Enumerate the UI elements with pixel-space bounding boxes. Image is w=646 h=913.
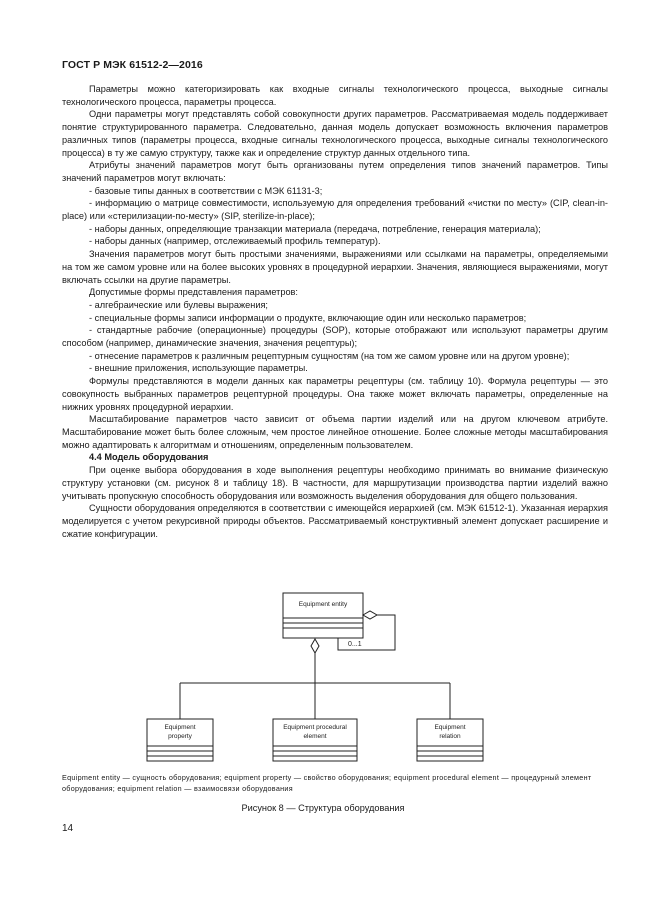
- list-item: - информацию о матрице совместимости, используемую для определения требований «чистки по месту» (CIP, clean-in-place) или «стерилизации-по-месту» (SIP, sterilize-in-place);: [62, 198, 608, 222]
- equipment-structure-figure: [140, 588, 520, 763]
- paragraph: Формулы представляются в модели данных как параметры рецептуры (см. таблицу 10). Формула рецептуры — это совокупность выбранных параметров рецептурной процедуры. Она также может включать параметры, определенные на нижних уровнях процедурной иерархии.: [62, 376, 608, 412]
- entity-class-label: Equipment entity: [298, 601, 348, 608]
- list-item: - алгебраические или булевы выражения;: [89, 299, 268, 310]
- list-item: - наборы данных (например, отслеживаемый профиль температур).: [89, 236, 381, 247]
- self-aggregation-diamond: [363, 611, 377, 619]
- multiplicity-label: 0...1: [348, 641, 362, 648]
- list-item: - внешние приложения, использующие параметры.: [89, 363, 308, 374]
- list-item: - отнесение параметров к различным рецептурным сущностям (на том же самом уровне или на другом уровне);: [89, 350, 570, 361]
- child-label-procedural-2: element: [303, 733, 327, 740]
- figure-caption: Рисунок 8 — Структура оборудования: [241, 803, 405, 813]
- entity-class-box: [283, 593, 363, 638]
- children-aggregation-diamond: [311, 639, 319, 653]
- paragraph: Атрибуты значений параметров могут быть организованы путем определения типов значений параметров. Типы значений параметров могут включать:: [62, 160, 608, 183]
- paragraph: Допустимые формы представления параметров:: [89, 287, 298, 298]
- list-item: - стандартные рабочие (операционные) процедуры (SOP), которые отображают или используют параметры другим способом (например, динамические значения, значения рецептуры);: [62, 325, 608, 349]
- list-item: - наборы данных, определяющие транзакции материала (передача, потребление, генерация материала);: [89, 223, 541, 234]
- child-label-relation-1: Equipment: [434, 724, 466, 731]
- child-label-procedural-1: Equipment procedural: [283, 724, 347, 731]
- paragraph: Одни параметры могут представлять собой совокупности других параметров. Рассматриваемая модель поддерживает понятие структурированного параметра. Следовательно, данная модель допускает возможность включения параметров различных типов (параметры процесса, входные сигналы технологического процесса, выходные сигналы технологического процесса) в ту же самую структуру, также как и определение структур данных отдельного типа.: [62, 109, 608, 158]
- figure-legend: Equipment entity — сущность оборудования; equipment property — свойство оборудования; equipment procedural element — процедурный элемент оборудования; equipment relation — взаимосвязи оборудования: [62, 773, 592, 793]
- uml-diagram: [140, 588, 520, 763]
- child-label-relation-2: relation: [439, 733, 461, 740]
- page-number: 14: [62, 823, 74, 834]
- paragraph: Сущности оборудования определяются в соответствии с имеющейся иерархией (см. МЭК 61512-1). Указанная иерархия моделируется с учетом рекурсивной природы объектов. Рассматриваемый конструктивный элемент допускает расширение и сжатие конфигурации.: [62, 503, 608, 539]
- document-header: ГОСТ Р МЭК 61512-2—2016: [62, 59, 203, 71]
- list-item: - базовые типы данных в соответствии с МЭК 61131-3;: [89, 185, 323, 196]
- paragraph: Значения параметров могут быть простыми значениями, выражениями или ссылками на параметры, определяемыми на том же самом уровне или на более высоких уровнях в процедурной иерархии. Значения, являющиеся выражениями, могут включать ссылки на другие параметры.: [62, 249, 608, 285]
- child-label-property-2: property: [168, 733, 192, 740]
- list-item: - специальные формы записи информации о продукте, включающие один или несколько параметров;: [89, 312, 527, 323]
- paragraph: При оценке выбора оборудования в ходе выполнения рецептуры необходимо принимать во внимание физическую структуру установки (см. рисунок 8 и таблицу 18). В частности, для маршрутизации производства партии изделий важно учитывать пропускную способность оборудования или возможность выделения оборудования для общего пользования.: [62, 465, 608, 501]
- body-text: [62, 83, 608, 540]
- section-heading: 4.4 Модель оборудования: [89, 452, 209, 463]
- paragraph: Параметры можно категоризировать как входные сигналы технологического процесса, выходные сигналы технологического процесса, параметры процесса.: [62, 84, 608, 107]
- child-label-property-1: Equipment: [164, 724, 196, 731]
- paragraph: Масштабирование параметров часто зависит от объема партии изделий или на другом ключевом атрибуте. Масштабирование может быть более сложным, чем простое линейное отношение. Более сложные методы масштабирования можно адаптировать к алгоритмам и отношениям, определенным пользователем.: [62, 414, 608, 450]
